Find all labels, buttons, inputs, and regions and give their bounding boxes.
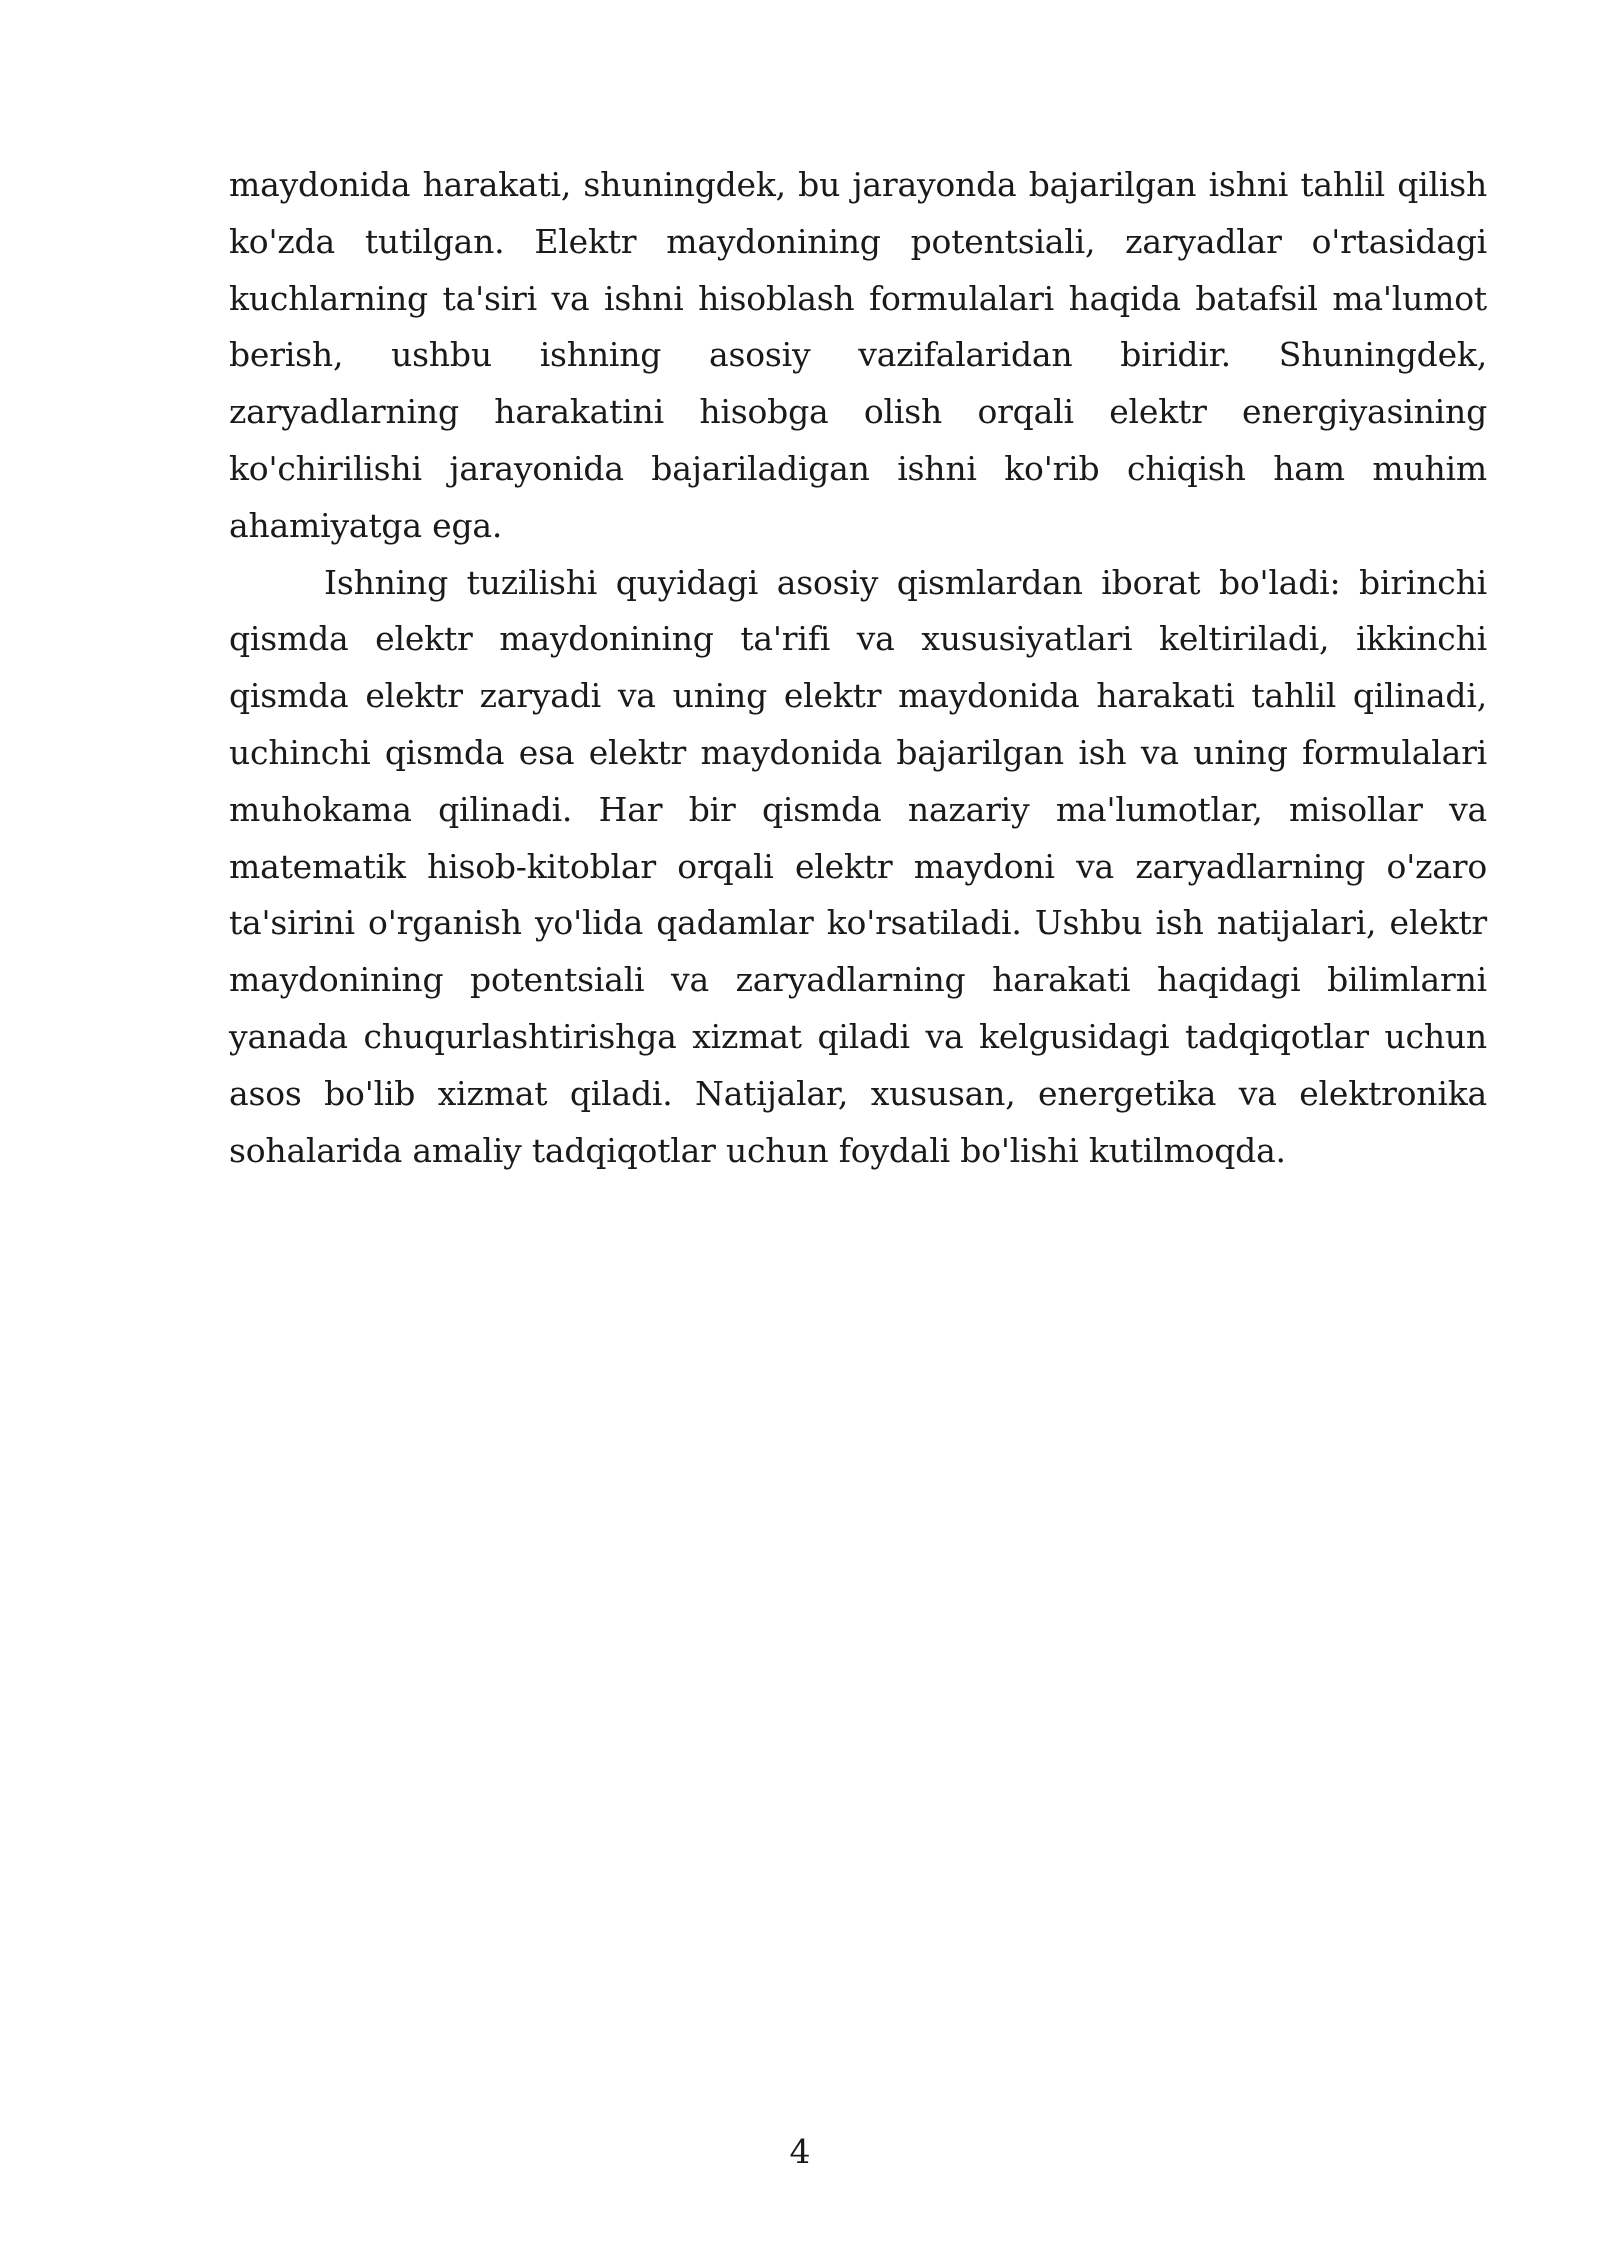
paragraph-continuation: maydonida harakati, shuningdek, bu jarayonda bajarilgan ishni tahlil qilish ko'zda tutilgan. Elektr maydonining potentsiali, zaryadlar o'rtasidagi kuchlarning ta'siri va ishni hisoblash formulalari haqida batafsil ma'lumot berish, ushbu ishning asosiy vazifalaridan biridir. Shuningdek, zaryadlarning harakatini hisobga olish orqali elektr energiyasining ko'chirilishi jarayonida bajariladigan ishni ko'rib chiqish ham muhim ahamiyatga ega.: [229, 165, 1487, 545]
page-body: [229, 157, 1487, 1179]
page-number: 4: [789, 2132, 811, 2171]
paragraph-structure: Ishning tuzilishi quyidagi asosiy qismlardan iborat bo'ladi: birinchi qismda elektr maydonining ta'rifi va xususiyatlari keltiriladi, ikkinchi qismda elektr zaryadi va uning elektr maydonida harakati tahlil qilinadi, uchinchi qismda esa elektr maydonida bajarilgan ish va uning formulalari muhokama qilinadi. Har bir qismda nazariy ma'lumotlar, misollar va matematik hisob-kitoblar orqali elektr maydoni va zaryadlarning o'zaro ta'sirini o'rganish yo'lida qadamlar ko'rsatiladi. Ushbu ish natijalari, elektr maydonining potentsiali va zaryadlarning harakati haqidagi bilimlarni yanada chuqurlashtirishga xizmat qiladi va kelgusidagi tadqiqotlar uchun asos bo'lib xizmat qiladi. Natijalar, xususan, energetika va elektronika sohalarida amaliy tadqiqotlar uchun foydali bo'lishi kutilmoqda.: [229, 562, 1487, 1170]
